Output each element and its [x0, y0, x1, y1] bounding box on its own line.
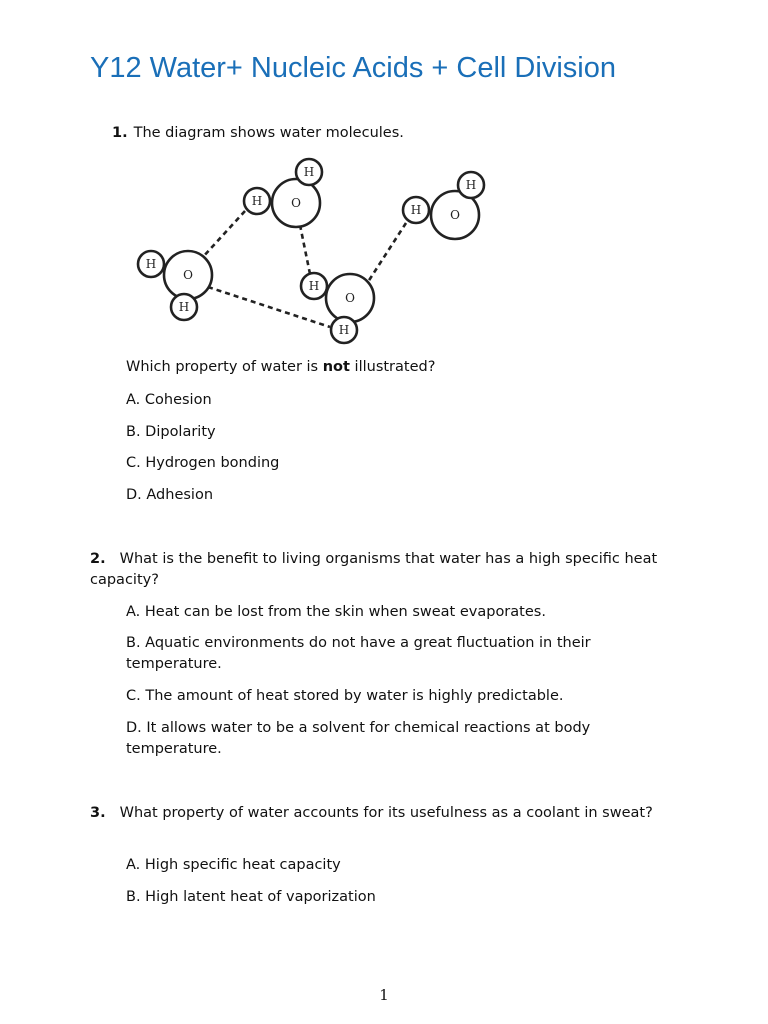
oxygen-label: O	[345, 291, 355, 305]
answer-option-b: B. Dipolarity	[126, 424, 216, 440]
page-number: 1	[379, 986, 389, 1004]
question-number: 3.	[90, 805, 106, 821]
hydrogen-label: H	[410, 203, 422, 217]
prompt-text: illustrated?	[349, 359, 436, 375]
answer-option-a: A. High specific heat capacity	[126, 857, 341, 873]
question-number: 1.	[112, 125, 128, 141]
hydrogen-label: H	[465, 178, 477, 192]
hydrogen-label: H	[145, 257, 157, 271]
question-text: The diagram shows water molecules.	[133, 125, 404, 141]
question-1-prompt	[126, 359, 435, 375]
hydrogen-label: H	[303, 165, 315, 179]
prompt-emphasis: not	[322, 359, 350, 375]
answer-option-b: B. High latent heat of vaporization	[126, 889, 376, 905]
hydrogen-label: H	[308, 279, 320, 293]
prompt-text: Which property of water is	[126, 359, 323, 375]
hydrogen-label: H	[178, 300, 190, 314]
answer-option-c: C. The amount of heat stored by water is highly predictable.	[126, 688, 564, 704]
oxygen-label: O	[291, 196, 301, 210]
question-3-heading	[90, 803, 660, 824]
hydrogen-label: H	[251, 194, 263, 208]
answer-option-a: A. Heat can be lost from the skin when sweat evaporates.	[126, 604, 546, 620]
answer-option-d: D. Adhesion	[126, 487, 214, 503]
hydrogen-bonds	[202, 211, 406, 327]
question-text: What property of water accounts for its usefulness as a coolant in sweat?	[119, 805, 653, 821]
question-1-heading	[112, 125, 404, 141]
oxygen-label: O	[450, 208, 460, 222]
answer-option-b: B. Aquatic environments do not have a great fluctuation in their temperature.	[126, 635, 591, 672]
answer-option-a: A. Cohesion	[126, 392, 212, 408]
answer-option-d: D. It allows water to be a solvent for chemical reactions at body temperature.	[126, 720, 591, 757]
hydrogen-label: H	[338, 323, 350, 337]
answer-option-c: C. Hydrogen bonding	[126, 455, 280, 471]
question-2-heading	[90, 549, 660, 591]
oxygen-label: O	[183, 268, 193, 282]
question-text: What is the benefit to living organisms that water has a high specific heat capacity?	[90, 551, 658, 588]
page-title: Y12 Water+ Nucleic Acids + Cell Division	[90, 52, 616, 84]
water-molecules-diagram	[130, 155, 500, 350]
question-number: 2.	[90, 551, 106, 567]
